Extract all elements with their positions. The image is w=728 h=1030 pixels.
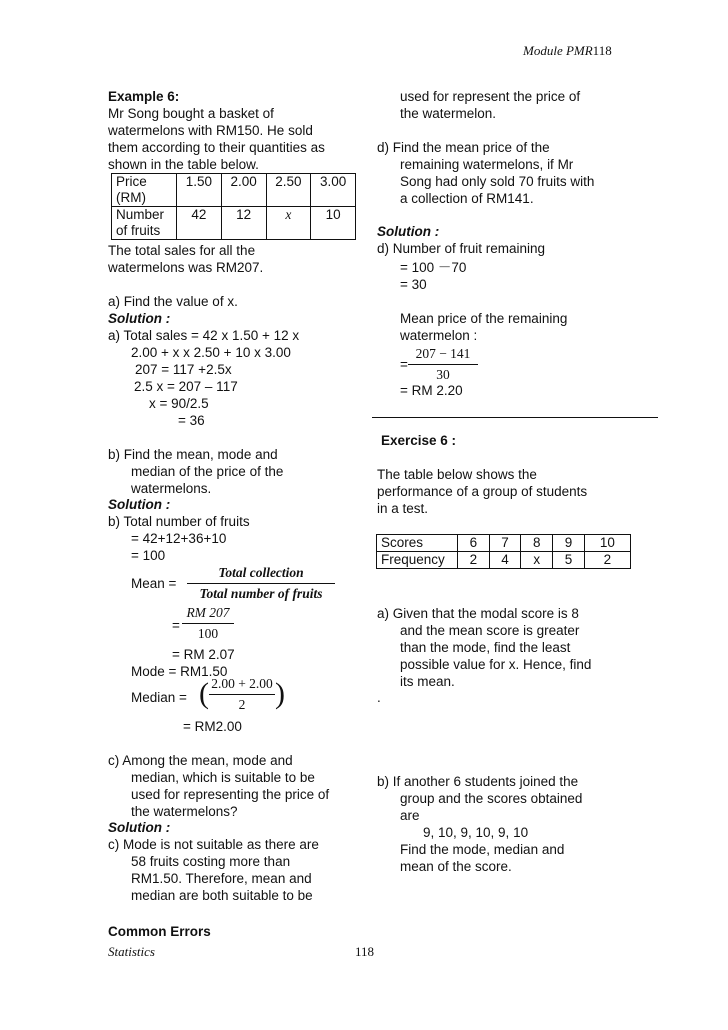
exercise-intro-line-3: in a test. — [377, 501, 429, 516]
right-paren: ) — [275, 677, 285, 710]
solution-d-line-4: Mean price of the remaining — [400, 311, 568, 326]
solution-d-line-3: = 30 — [400, 277, 427, 292]
table-cell: 9 — [553, 535, 585, 552]
solution-label: Solution : — [108, 311, 171, 326]
table-cell: Price (RM) — [112, 174, 177, 207]
page-header — [523, 43, 612, 59]
solution-label: Solution : — [377, 224, 440, 239]
median-result: = RM2.00 — [183, 719, 242, 734]
solution-c-line-3: RM1.50. Therefore, mean and — [131, 871, 312, 886]
median-label: Median = — [131, 690, 187, 705]
solution-a-line-2: 2.00 + x x 2.50 + 10 x 3.00 — [131, 345, 291, 360]
solution-b-line-2: = 42+12+36+10 — [131, 531, 227, 546]
mean-formula-denominator: Total number of fruits — [199, 586, 323, 601]
footer-chapter: Statistics — [108, 944, 155, 959]
mean-label: Mean = — [131, 576, 177, 591]
solution-label: Solution : — [108, 820, 171, 835]
median-formula — [199, 675, 285, 719]
exercise-b-line-4: 9, 10, 9, 10, 9, 10 — [423, 825, 529, 840]
table-cell: x — [521, 552, 553, 569]
question-c-line-3: used for representing the price of — [131, 787, 330, 802]
question-b-line-1: b) Find the mean, mode and — [108, 447, 278, 462]
table-cell: 2.50 — [266, 174, 311, 207]
total-sales-line-2: watermelons was RM207. — [108, 260, 264, 275]
fraction-bar — [187, 583, 335, 584]
fraction-bar — [408, 364, 478, 365]
solution-c-line-1: c) Mode is not suitable as there are — [108, 837, 319, 852]
question-c-line-4: the watermelons? — [131, 804, 238, 819]
solution-label: Solution : — [108, 497, 171, 512]
question-d-line-3: Song had only sold 70 fruits with — [400, 174, 595, 189]
stray-dot: . — [377, 690, 381, 705]
solution-a-line-6: = 36 — [178, 413, 205, 428]
exercise-a-line-2: and the mean score is greater — [400, 623, 580, 638]
table-row — [112, 207, 356, 240]
question-d-line-4: a collection of RM141. — [400, 191, 534, 206]
exercise-a-line-3: than the mode, find the least — [400, 640, 571, 655]
example-title: Example 6: — [108, 89, 180, 104]
solution-a-line-1: a) Total sales = 42 x 1.50 + 12 x — [108, 328, 300, 343]
table-cell: 2 — [584, 552, 630, 569]
price-table — [111, 173, 356, 240]
table-cell: 1.50 — [177, 174, 222, 207]
table-cell: 3.00 — [311, 174, 356, 207]
question-c-line-1: c) Among the mean, mode and — [108, 753, 293, 768]
table-cell: 42 — [177, 207, 222, 240]
intro-line-1: Mr Song bought a basket of — [108, 106, 274, 121]
table-cell: 8 — [521, 535, 553, 552]
mean-formula-numerator: Total collection — [218, 565, 304, 580]
fraction-bar — [182, 623, 234, 624]
fraction-denominator: 100 — [197, 626, 219, 641]
solution-d-line-1: d) Number of fruit remaining — [377, 241, 546, 256]
exercise-intro-line-2: performance of a group of students — [377, 484, 588, 499]
mean-price-fraction — [408, 345, 478, 384]
solution-a-line-5: x = 90/2.5 — [149, 396, 209, 411]
intro-line-2: watermelons with RM150. He sold — [108, 123, 313, 138]
exercise-b-line-1: b) If another 6 students joined the — [377, 774, 579, 789]
continuation-line-1: used for represent the price of — [400, 89, 581, 104]
common-errors-heading: Common Errors — [108, 924, 211, 939]
solution-a-line-4: 2.5 x = 207 – 117 — [134, 379, 238, 394]
section-divider — [372, 417, 658, 418]
table-row — [112, 174, 356, 207]
fraction-bar — [209, 694, 275, 695]
table-cell: 6 — [458, 535, 490, 552]
equals-sign: = — [172, 618, 180, 633]
module-label: Module PMR — [523, 43, 593, 58]
question-d-line-1: d) Find the mean price of the — [377, 140, 550, 155]
table-row — [377, 535, 631, 552]
exercise-a-line-4: possible value for x. Hence, find — [400, 657, 592, 672]
table-cell: 5 — [553, 552, 585, 569]
table-row — [377, 552, 631, 569]
mean-value-fraction — [182, 604, 234, 643]
table-cell: Frequency — [377, 552, 458, 569]
table-cell: 7 — [489, 535, 521, 552]
exercise-b-line-5: Find the mode, median and — [400, 842, 565, 857]
solution-c-line-2: 58 fruits costing more than — [131, 854, 291, 869]
continuation-line-2: the watermelon. — [400, 106, 497, 121]
header-page-number: 118 — [592, 43, 612, 58]
question-b-line-2: median of the price of the — [131, 464, 284, 479]
table-cell: Scores — [377, 535, 458, 552]
total-sales-line-1: The total sales for all the — [108, 243, 256, 258]
solution-d-result: = RM 2.20 — [400, 383, 463, 398]
table-cell: Number of fruits — [112, 207, 177, 240]
score-table — [376, 534, 631, 569]
question-a: a) Find the value of x. — [108, 294, 238, 309]
solution-d-line-5: watermelon : — [400, 328, 478, 343]
footer-page-number: 118 — [355, 944, 375, 959]
mode-result: Mode = RM1.50 — [131, 664, 228, 679]
table-cell: 4 — [489, 552, 521, 569]
fraction-denominator: 30 — [436, 367, 450, 382]
solution-b-line-1: b) Total number of fruits — [108, 514, 250, 529]
solution-d-line-2: = 100 －70 — [400, 260, 467, 275]
table-cell: x — [266, 207, 311, 240]
fraction-numerator: 207 − 141 — [415, 346, 471, 361]
exercise-a-line-5: its mean. — [400, 674, 455, 689]
solution-c-line-4: median are both suitable to be — [131, 888, 313, 903]
exercise-intro-line-1: The table below shows the — [377, 467, 537, 482]
exercise-b-line-6: mean of the score. — [400, 859, 512, 874]
table-cell: 2 — [458, 552, 490, 569]
mean-result: = RM 2.07 — [172, 647, 235, 662]
table-cell: 10 — [311, 207, 356, 240]
question-d-line-2: remaining watermelons, if Mr — [400, 157, 574, 172]
mean-formula — [187, 564, 335, 603]
intro-line-4: shown in the table below. — [108, 157, 259, 172]
table-cell: 10 — [584, 535, 630, 552]
exercise-a-line-1: a) Given that the modal score is 8 — [377, 606, 579, 621]
exercise-title: Exercise 6 : — [381, 433, 457, 448]
question-b-line-3: watermelons. — [131, 481, 212, 496]
fraction-numerator: 2.00 + 2.00 — [211, 676, 273, 691]
table-cell: 2.00 — [221, 174, 266, 207]
equals-sign: = — [400, 357, 408, 372]
solution-b-line-3: = 100 — [131, 548, 166, 563]
median-fraction — [209, 675, 275, 714]
intro-line-3: them according to their quantities as — [108, 140, 325, 155]
exercise-b-line-2: group and the scores obtained — [400, 791, 583, 806]
left-paren: ( — [199, 677, 209, 710]
solution-a-line-3: 207 = 117 +2.5x — [135, 362, 232, 377]
table-cell: 12 — [221, 207, 266, 240]
fraction-numerator: RM 207 — [186, 605, 230, 620]
exercise-b-line-3: are — [400, 808, 420, 823]
question-c-line-2: median, which is suitable to be — [131, 770, 315, 785]
fraction-denominator: 2 — [238, 697, 246, 712]
